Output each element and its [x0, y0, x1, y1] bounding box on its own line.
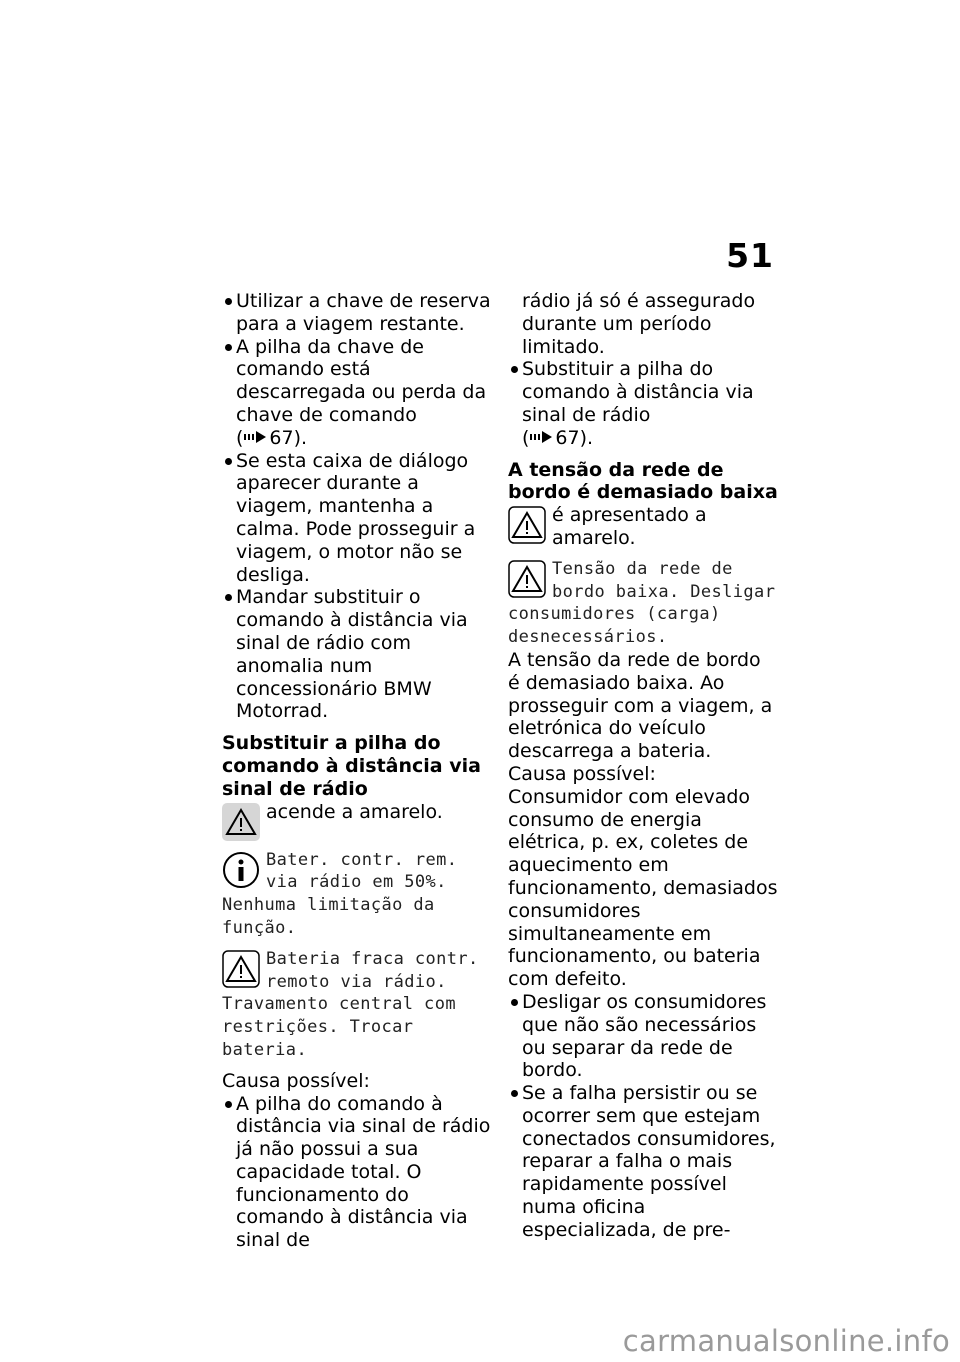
- bullet-text: A pilha do comando à distância via sinal de rádio já não possui a sua capacidade total. O funcionamento do comando à distância via sinal de: [236, 1092, 491, 1252]
- list-item: [222, 450, 492, 587]
- cause-label: Causa possível:: [508, 762, 656, 785]
- paragraph: A tensão da rede de bordo é demasiado baixa. Ao prosseguir com a viagem, a eletrónica do veículo descarrega a bateria.: [508, 648, 773, 763]
- continued-text: rádio já só é assegurado durante um período limitado.: [522, 290, 756, 358]
- list-item: A pilha da chave de comando está descarregada ou perda da chave de comando ( 67).: [222, 336, 492, 450]
- paragraph: Consumidor com elevado consumo de energia elétrica, p. ex, coletes de aquecimento em funcionamento, demasiados consumidores simultaneamente em funcionamento, ou bateria com defeito.: [508, 785, 778, 991]
- bullet-text: A pilha da chave de comando está descarregada ou perda da chave de comando: [236, 335, 487, 426]
- bullet-text: Desligar os consumidores que não são necessários ou separar da rede de bordo.: [522, 990, 767, 1082]
- warning-message: Bateria fraca contr. remoto via rádio. Travamento central com restrições. Trocar bateria.: [222, 948, 479, 1060]
- bullet-text: Mandar substituir o comando à distância via sinal de rádio com anomalia num concessionário BMW Motorrad.: [236, 586, 468, 723]
- bullet-text: Se esta caixa de diálogo aparecer durante a viagem, mantenha a calma. Pode prosseguir a viagem, o motor não se desliga.: [236, 449, 476, 586]
- warning-row: [222, 801, 492, 841]
- cause-label: Causa possível:: [222, 1069, 370, 1092]
- list-item: [222, 586, 492, 723]
- list-item: [508, 1082, 778, 1242]
- info-message: Bater. contr. rem. via rádio em 50%. Nenhuma limitação da função.: [222, 849, 458, 938]
- warning-triangle-icon: [222, 803, 260, 841]
- warning-row: [508, 504, 778, 550]
- info-message-row: [222, 849, 492, 940]
- page-reference[interactable]: 67).: [269, 426, 308, 449]
- warning-message-row: [222, 948, 492, 1062]
- list-item: [508, 991, 778, 1082]
- left-column: [222, 290, 492, 1252]
- page-number: 51: [726, 236, 774, 275]
- section-heading: Substituir a pilha do comando à distância via sinal de rádio: [222, 732, 481, 800]
- warning-message: Tensão da rede de bordo baixa. Desligar consumidores (carga) desnecessários.: [508, 558, 776, 648]
- warning-triangle-icon: [508, 506, 546, 544]
- warning-triangle-icon: [222, 950, 260, 988]
- warning-text: é apresentado a amarelo.: [552, 504, 707, 549]
- warning-text: acende a amarelo.: [266, 800, 443, 823]
- bullet-text: Substituir a pilha do comando à distância via sinal de rádio: [522, 358, 754, 426]
- page-reference-arrow-icon: [530, 431, 552, 443]
- warning-triangle-icon: [508, 560, 546, 598]
- page-reference[interactable]: 67).: [555, 426, 594, 449]
- list-item: Substituir a pilha do comando à distância via sinal de rádio ( 67).: [508, 358, 778, 449]
- page-reference-arrow-icon: [244, 431, 266, 443]
- right-column: [508, 290, 778, 1242]
- bullet-text: Se a falha persistir ou se ocorrer sem que estejam conectados consumidores, reparar a falha o mais rapidamente possível numa oficina especializada, de pre-: [522, 1082, 776, 1241]
- warning-message-row: [508, 558, 778, 649]
- watermark: carmanualsonline.info: [622, 1324, 950, 1358]
- section-heading: A tensão da rede de bordo é demasiado baixa: [508, 458, 778, 504]
- list-item: [222, 290, 492, 336]
- info-icon: [222, 851, 260, 889]
- bullet-text: Utilizar a chave de reserva para a viagem restante.: [236, 290, 491, 335]
- list-item: [222, 1093, 492, 1253]
